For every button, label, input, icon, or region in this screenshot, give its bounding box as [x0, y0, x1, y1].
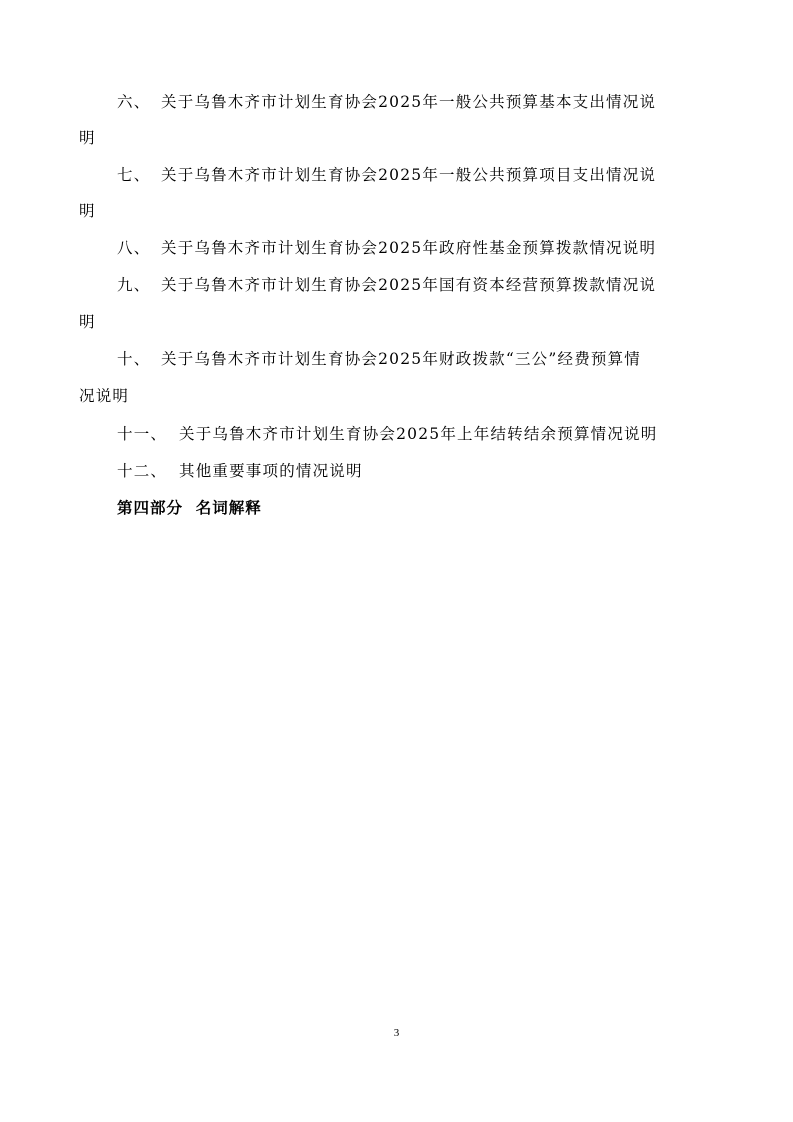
item-number: 十、: [117, 350, 151, 368]
item-text-continuation: 明: [79, 202, 96, 220]
item-text-continuation: 明: [79, 313, 96, 331]
page-number: 3: [393, 1027, 400, 1039]
list-item-continuation: [79, 386, 129, 406]
item-text-continuation: 明: [79, 129, 96, 147]
item-text: 关于乌鲁木齐市计划生育协会2025年上年结转结余预算情况说明: [179, 425, 658, 443]
list-item: [117, 349, 641, 369]
item-text: 关于乌鲁木齐市计划生育协会2025年一般公共预算基本支出情况说: [161, 93, 657, 111]
item-number: 六、: [117, 93, 151, 111]
item-number: 九、: [117, 276, 151, 294]
section-heading: 第四部分 名词解释: [117, 499, 262, 517]
list-item: [117, 424, 657, 444]
item-number: 十二、: [117, 462, 168, 480]
item-number: 十一、: [117, 425, 168, 443]
list-item: [117, 165, 656, 185]
list-item-continuation: [79, 201, 96, 221]
item-text: 关于乌鲁木齐市计划生育协会2025年国有资本经营预算拨款情况说: [161, 276, 657, 294]
list-item: [117, 238, 656, 258]
item-text: 关于乌鲁木齐市计划生育协会2025年一般公共预算项目支出情况说: [161, 166, 657, 184]
item-text: 关于乌鲁木齐市计划生育协会2025年政府性基金预算拨款情况说明: [161, 239, 657, 257]
list-item: [117, 275, 656, 295]
item-number: 七、: [117, 166, 151, 184]
list-item-continuation: [79, 312, 96, 332]
item-number: 八、: [117, 239, 151, 257]
list-item: [117, 92, 656, 112]
item-text-continuation: 况说明: [79, 387, 130, 405]
item-text: 其他重要事项的情况说明: [179, 462, 363, 480]
list-item-continuation: [79, 128, 96, 148]
list-item: [117, 461, 363, 481]
item-text: 关于乌鲁木齐市计划生育协会2025年财政拨款“三公”经费预算情: [161, 350, 641, 368]
